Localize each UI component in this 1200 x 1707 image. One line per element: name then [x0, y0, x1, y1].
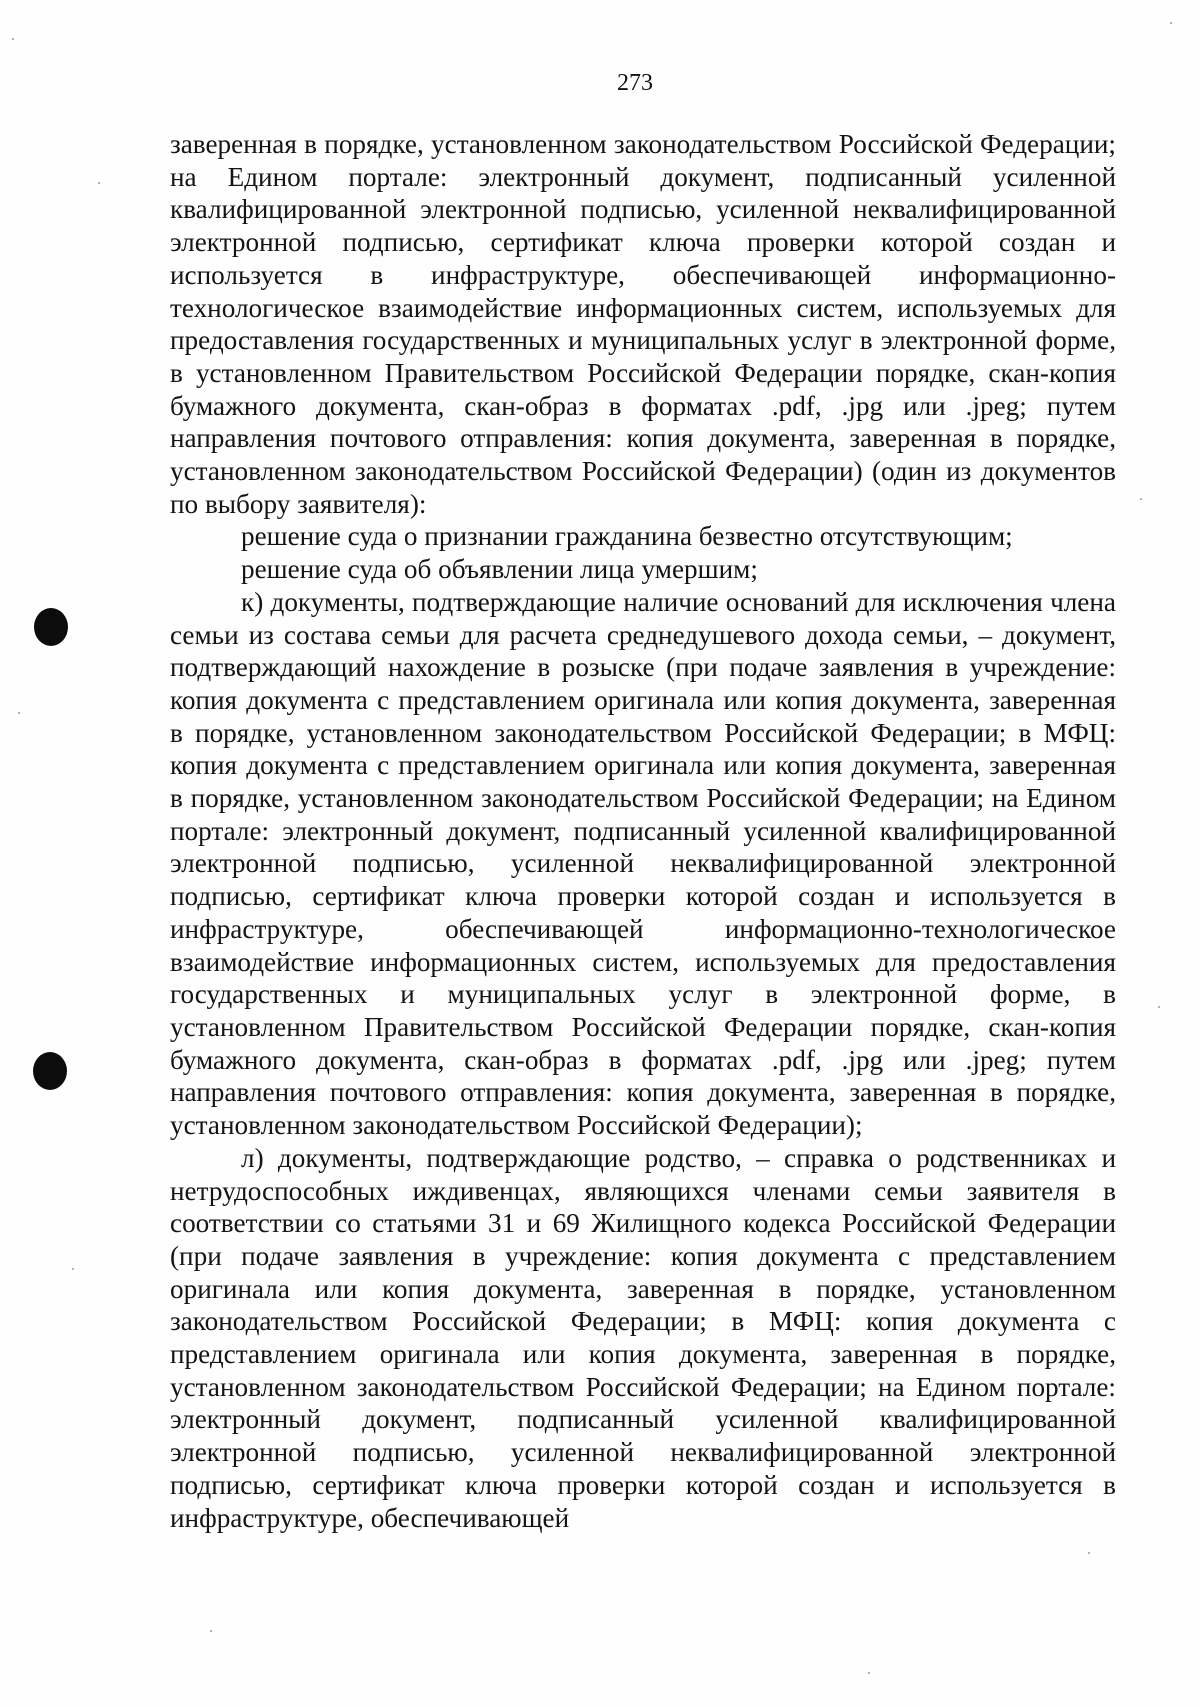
scan-speck [1158, 1006, 1160, 1008]
paragraph-item-l: л) документы, подтверждающие родство, – справка о родственниках и нетрудоспособных иждивенцах, являющихся членами семьи заявителя в соответствии со статьями 31 и 69 Жилищного кодекса Российской Федерации (при подаче заявления в учреждение: копия документа с представлением оригинала или копия документа, заверенная в порядке, установленном законодательством Российской Федерации; в МФЦ: копия документа с представлением оригинала или копия документа, заверенная в порядке, установленном законодательством Российской Федерации; на Едином портале: электронный документ, подписанный усиленной квалифицированной электронной подписью, усиленной неквалифицированной электронной подписью, сертификат ключа проверки которой создан и используется в инфраструктуре, обеспечивающей [170, 1142, 1116, 1533]
scan-speck [98, 182, 100, 184]
paragraph-continuation: заверенная в порядке, установленном законодательством Российской Федерации; на Едином портале: электронный документ, подписанный усиленной квалифицированной электронной подписью, усиленной неквалифицированной электронной подписью, сертификат ключа проверки которой создан и используется в инфраструктуре, обеспечивающей информационно-технологическое взаимодействие информационных систем, используемых для предоставления государственных и муниципальных услуг в электронной форме, в установленном Правительством Российской Федерации порядке, скан-копия бумажного документа, скан-образ в форматах .pdf, .jpg или .jpeg; путем направления почтового отправления: копия документа, заверенная в порядке, установленном законодательством Российской Федерации) (один из документов по выбору заявителя): [170, 129, 1116, 519]
scan-speck [72, 1268, 74, 1270]
scan-speck [868, 1672, 870, 1674]
scan-speck [12, 38, 14, 40]
body-text [170, 128, 1116, 1534]
punch-hole-bottom [33, 1052, 67, 1090]
scan-speck [1088, 1552, 1090, 1554]
scan-speck [18, 712, 20, 714]
scan-speck [1170, 22, 1172, 24]
paragraph-court-decision-deceased: решение суда об объявлении лица умершим; [241, 554, 758, 585]
scan-speck [210, 1630, 212, 1632]
punch-hole-top [34, 608, 68, 646]
paragraph-court-decision-missing: решение суда о признании гражданина безвестно отсутствующим; [241, 521, 1013, 552]
scan-speck [1140, 498, 1142, 500]
page-number: 273 [617, 70, 653, 96]
paragraph-item-k: к) документы, подтверждающие наличие оснований для исключения члена семьи из состава семьи для расчета среднедушевого дохода семьи, – документ, подтверждающий нахождение в розыске (при подаче заявления в учреждение: копия документа с представлением оригинала или копия документа, заверенная в порядке, установленном законодательством Российской Федерации; в МФЦ: копия документа с представлением оригинала или копия документа, заверенная в порядке, установленном законодательством Российской Федерации; на Едином портале: электронный документ, подписанный усиленной квалифицированной электронной подписью, усиленной неквалифицированной электронной подписью, сертификат ключа проверки которой создан и используется в инфраструктуре, обеспечивающей информационно-технологическое взаимодействие информационных систем, используемых для предоставления государственных и муниципальных услуг в электронной форме, в установленном Правительством Российской Федерации порядке, скан-копия бумажного документа, скан-образ в форматах .pdf, .jpg или .jpeg; путем направления почтового отправления: копия документа, заверенная в порядке, установленном законодательством Российской Федерации); [170, 586, 1116, 1141]
